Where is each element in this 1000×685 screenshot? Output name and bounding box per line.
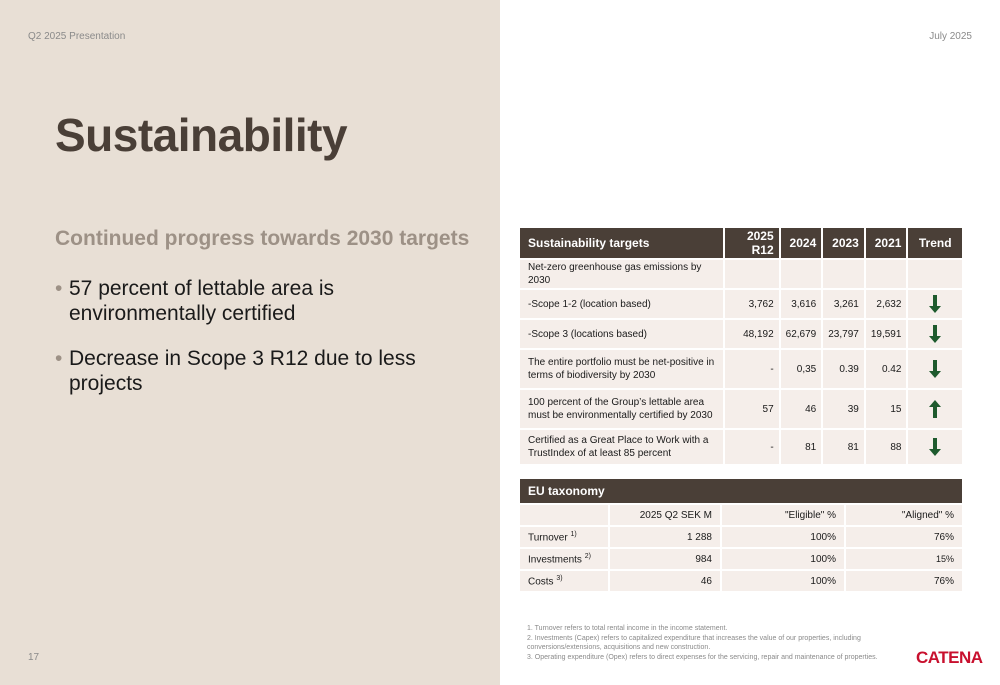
row-label: Net-zero greenhouse gas emissions by 2030 (520, 260, 723, 288)
arrow-down-icon (908, 290, 962, 318)
date-label: July 2025 (929, 31, 972, 42)
sustainability-targets-table (518, 226, 964, 466)
page-number: 17 (28, 652, 40, 663)
eu-taxonomy-table (518, 477, 964, 593)
bullet-item: • Decrease in Scope 3 R12 due to less projects (55, 347, 416, 395)
arrow-up-icon (908, 390, 962, 428)
column-header: "Eligible" % (722, 505, 844, 525)
row-label: Certified as a Great Place to Work with a TrustIndex of at least 85 percent (520, 430, 723, 464)
table-row: Costs $^{3)}$ 46 100% 76% (520, 571, 962, 591)
presentation-label: Q2 2025 Presentation (28, 31, 126, 42)
table-row (520, 260, 962, 288)
table-row: 100 percent of the Group’s lettable area must be environmentally certified by 2030 57 46 39 15 (520, 390, 962, 428)
column-header: 2024 (781, 228, 822, 258)
column-header: 2025 Q2 SEK M (610, 505, 720, 525)
column-header: Trend (908, 228, 962, 258)
row-label: Costs $^{3)}$ (520, 571, 608, 591)
column-header: Sustainability targets (520, 228, 723, 258)
bullet-list (55, 276, 475, 416)
column-header: "Aligned" % (846, 505, 962, 525)
row-label: The entire portfolio must be net-positive in terms of biodiversity by 2030 (520, 350, 723, 388)
row-label: -Scope 3 (locations based) (520, 320, 723, 348)
row-label: 100 percent of the Group’s lettable area must be environmentally certified by 2030 (520, 390, 723, 428)
bullet-item: • 57 percent of lettable area is environmentally certified (55, 277, 335, 325)
table-row: -Scope 3 (locations based) 48,192 62,679 23,797 19,591 (520, 320, 962, 348)
footnote: 2. Investments (Capex) refers to capitalized expenditure that increases the value of our properties, including conversions/extensions, acquisitions and new construction. (527, 634, 861, 651)
footnote: 3. Operating expenditure (Opex) refers to direct expenses for the servicing, repair and maintenance of properties. (527, 653, 878, 661)
column-header: 2025 R12 (725, 228, 778, 258)
table-title-row (520, 479, 962, 503)
subtitle: Continued progress towards 2030 targets (55, 227, 470, 250)
column-header: 2021 (866, 228, 907, 258)
arrow-down-icon (908, 350, 962, 388)
table-header-row (520, 505, 962, 525)
table-row: Turnover $^{1)}$ 1 288 100% 76% (520, 527, 962, 547)
row-label: -Scope 1-2 (location based) (520, 290, 723, 318)
table-row: The entire portfolio must be net-positive in terms of biodiversity by 2030 - 0,35 0.39 0.42 (520, 350, 962, 388)
row-label: Turnover $^{1)}$ (520, 527, 608, 547)
arrow-down-icon (908, 320, 962, 348)
column-header: 2023 (823, 228, 864, 258)
catena-logo: CATENA (916, 648, 983, 667)
arrow-down-icon (908, 430, 962, 464)
table-row: Certified as a Great Place to Work with a TrustIndex of at least 85 percent - 81 81 88 (520, 430, 962, 464)
page-title: Sustainability (55, 109, 348, 161)
table-header-row (520, 228, 962, 258)
eu-taxonomy-title: EU taxonomy (520, 479, 962, 503)
row-label: Investments $^{2)}$ (520, 549, 608, 569)
table-row: Investments $^{2)}$ 984 100% 15% (520, 549, 962, 569)
footnotes (527, 624, 907, 662)
table-row: -Scope 1-2 (location based) 3,762 3,616 3,261 2,632 (520, 290, 962, 318)
footnote: 1. Turnover refers to total rental income in the income statement. (527, 625, 728, 632)
